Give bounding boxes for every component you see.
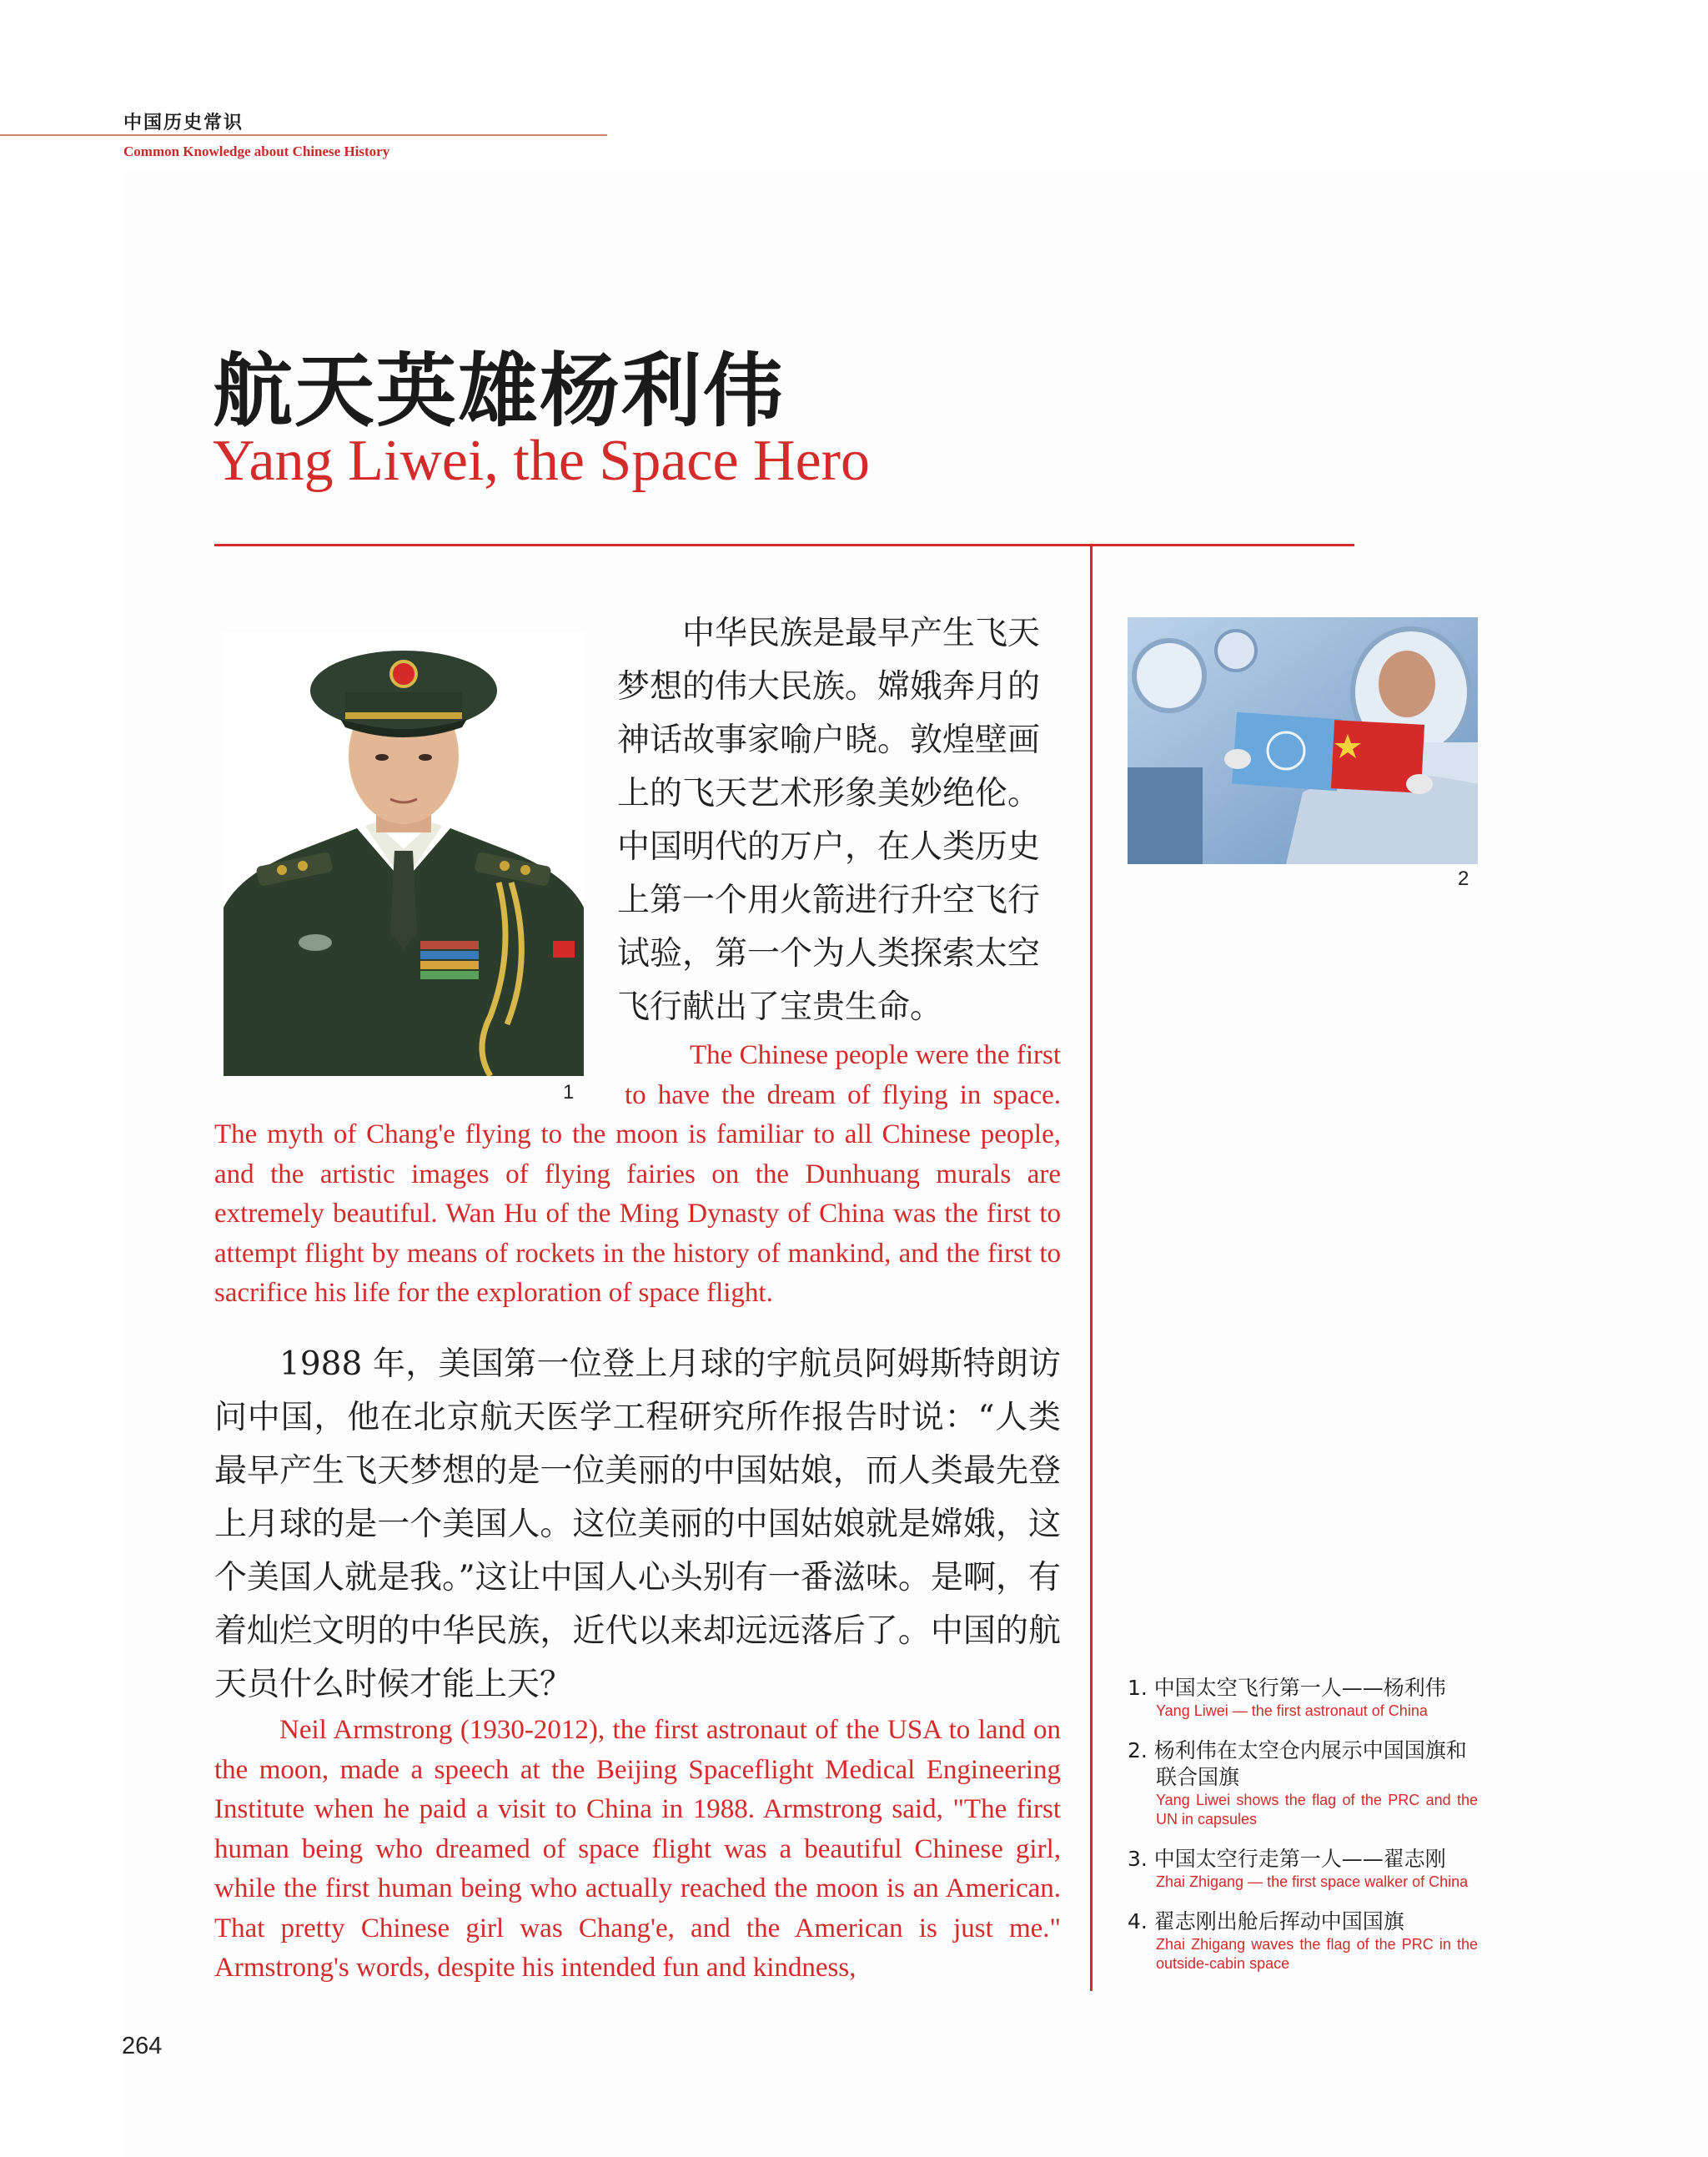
english-paragraph-2: Neil Armstrong (1930-2012), the first astronaut of the USA to land on the moon, made a speech at the Beijing Spaceflight Medical Engineering Institute when he paid a visit to China in 1988. Armstrong said, "The first human being who dreamed of space flight was a beautiful Chinese girl, while the first human being who actually reached the moon is an American. That pretty Chinese girl was Chang'e, and the American is just me." Armstrong's words, despite his intended fun and kindness, [214, 1715, 1061, 1983]
header-rule [0, 134, 607, 136]
caption-2-chinese: 2. 杨利伟在太空仓内展示中国国旗和联合国旗 [1128, 1738, 1467, 1789]
running-header-chinese: 中国历史常识 [123, 112, 244, 133]
chinese-paragraph-1: 中华民族是最早产生飞天梦想的伟大民族。嫦娥奔月的神话故事家喻户晓。敦煌壁画上的飞天艺术形象美妙绝伦。中国明代的万户，在人类历史上第一个用火箭进行升空飞行试验，第一个为人类探索太空飞行献出了宝贵生命。 [617, 615, 1041, 1026]
astronaut-flags-photo [1128, 617, 1478, 864]
article-title-chinese: 航天英雄杨利伟 [213, 344, 785, 438]
page-number: 264 [122, 2033, 163, 2059]
english-paragraph-1-text: The Chinese people were the first to have the dream of flying in space. The myth of Chang'e flying to the moon is familiar to all Chinese people, and the artistic images of flying fairies on the Dunhuang murals are extremely beautiful. Wan Hu of the Ming Dynasty of China was the first to attempt flight by means of rockets in the history of mankind, and the first to sacrifice his life for the exploration of space flight. [214, 1040, 1061, 1308]
english-paragraph-1 [214, 1036, 1061, 1314]
portrait-photo [224, 632, 584, 1076]
column-divider [1090, 544, 1093, 1991]
caption-4 [1128, 1908, 1478, 1973]
caption-3-chinese: 3. 中国太空行走第一人——翟志刚 [1128, 1847, 1446, 1871]
photo-captions [1128, 1675, 1478, 1990]
caption-3 [1128, 1846, 1478, 1892]
chinese-paragraph-2: 1988 年，美国第一位登上月球的宇航员阿姆斯特朗访问中国，他在北京航天医学工程研究所作报告时说：“人类最早产生飞天梦想的是一位美丽的中国姑娘，而人类最先登上月球的是一个美国人。这位美丽的中国姑娘就是嫦娥，这个美国人就是我。”这让中国人心头别有一番滋味。是啊，有着灿烂文明的中华民族，近代以来却远远落后了。中国的航天员什么时候才能上天？ [214, 1345, 1061, 1703]
caption-1-english: Yang Liwei — the first astronaut of China [1156, 1702, 1428, 1719]
photo1-number: 1 [563, 1081, 575, 1104]
article-title-english: Yang Liwei, the Space Hero [213, 429, 870, 493]
running-header-english: Common Knowledge about Chinese History [123, 143, 390, 159]
caption-3-english: Zhai Zhigang — the first space walker of China [1156, 1873, 1469, 1890]
caption-2 [1128, 1737, 1478, 1829]
caption-4-chinese: 4. 翟志刚出舱后挥动中国国旗 [1128, 1909, 1404, 1933]
caption-4-english: Zhai Zhigang waves the flag of the PRC in the outside-cabin space [1156, 1936, 1478, 1972]
caption-1 [1128, 1675, 1478, 1721]
photo2-number: 2 [1458, 867, 1469, 890]
title-rule [214, 544, 1354, 546]
caption-2-english: Yang Liwei shows the flag of the PRC and the UN in capsules [1156, 1792, 1478, 1828]
caption-1-chinese: 1. 中国太空飞行第一人——杨利伟 [1128, 1676, 1446, 1700]
